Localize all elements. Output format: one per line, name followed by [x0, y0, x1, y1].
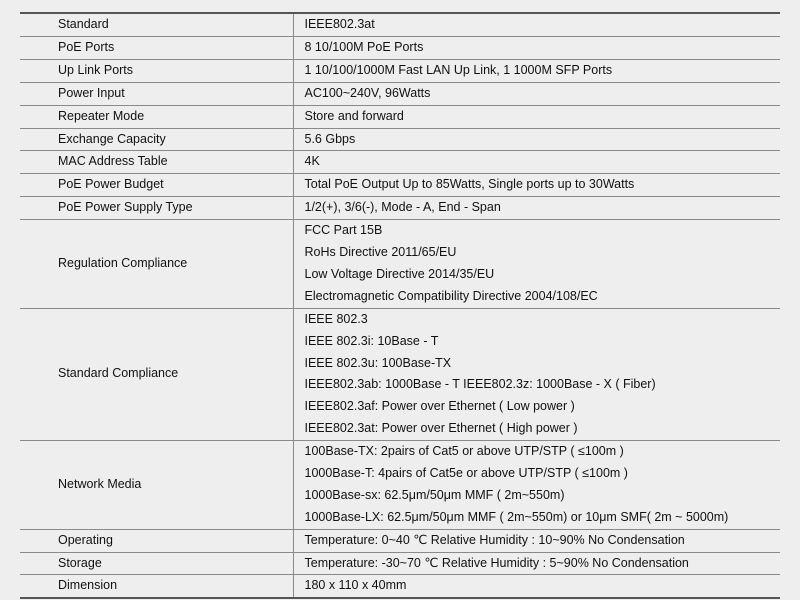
spec-value-line: 8 10/100M PoE Ports: [304, 39, 424, 54]
spec-row: [20, 14, 780, 36]
spec-label: Storage: [20, 552, 293, 575]
spec-value-line: IEEE802.3at: Power over Ethernet ( High power ): [304, 421, 578, 436]
spec-table-body: [20, 14, 780, 597]
spec-row: [20, 151, 780, 174]
spec-value-line: IEEE802.3ab: 1000Base - T IEEE802.3z: 1000Base - X ( Fiber): [304, 377, 656, 392]
spec-value-line: Electromagnetic Compatibility Directive 2004/108/EC: [304, 288, 598, 303]
spec-label: Dimension: [20, 575, 293, 597]
spec-label: Regulation Compliance: [20, 220, 293, 309]
spec-label: PoE Power Budget: [20, 174, 293, 197]
spec-value-line: Temperature: -30~70 ℃ Relative Humidity : 5~90% No Condensation: [304, 555, 689, 570]
spec-label: MAC Address Table: [20, 151, 293, 174]
spec-value-line: 1000Base-T: 4pairs of Cat5e or above UTP/STP ( ≤100m ): [304, 465, 628, 480]
spec-row: [20, 575, 780, 597]
spec-value: [293, 14, 780, 36]
spec-row: [20, 59, 780, 82]
spec-value: [293, 220, 780, 309]
spec-sheet: [20, 12, 780, 599]
spec-value-line: FCC Part 15B: [304, 223, 383, 238]
spec-value: [293, 82, 780, 105]
spec-value: [293, 151, 780, 174]
spec-value-line: 1 10/100/1000M Fast LAN Up Link, 1 1000M SFP Ports: [304, 62, 613, 77]
spec-table: [20, 14, 780, 597]
spec-value-line: IEEE802.3af: Power over Ethernet ( Low power ): [304, 399, 575, 414]
spec-label: PoE Ports: [20, 36, 293, 59]
spec-label: Standard Compliance: [20, 308, 293, 440]
spec-row: [20, 36, 780, 59]
spec-label: PoE Power Supply Type: [20, 197, 293, 220]
spec-label: Network Media: [20, 441, 293, 530]
spec-row: [20, 128, 780, 151]
spec-value-line: 180 x 110 x 40mm: [304, 578, 407, 593]
spec-value: [293, 105, 780, 128]
spec-value-line: IEEE802.3at: [304, 17, 375, 31]
spec-row: [20, 105, 780, 128]
spec-row: [20, 174, 780, 197]
spec-value: [293, 197, 780, 220]
spec-label: Up Link Ports: [20, 59, 293, 82]
spec-value-line: Store and forward: [304, 108, 404, 123]
spec-label: Exchange Capacity: [20, 128, 293, 151]
spec-value-line: Temperature: 0~40 ℃ Relative Humidity : 10~90% No Condensation: [304, 532, 685, 547]
spec-value-line: IEEE 802.3i: 10Base - T: [304, 333, 439, 348]
spec-value: [293, 308, 780, 440]
spec-value-line: Low Voltage Directive 2014/35/EU: [304, 266, 495, 281]
spec-value-line: 4K: [304, 154, 320, 169]
spec-value: [293, 552, 780, 575]
spec-label: Standard: [20, 14, 293, 36]
spec-value-line: 100Base-TX: 2pairs of Cat5 or above UTP/STP ( ≤100m ): [304, 444, 624, 459]
spec-row: [20, 197, 780, 220]
spec-value-line: 1000Base-LX: 62.5μm/50μm MMF ( 2m~550m) or 10μm SMF( 2m ~ 5000m): [304, 509, 729, 524]
spec-row: [20, 82, 780, 105]
spec-value: [293, 174, 780, 197]
spec-value: [293, 128, 780, 151]
spec-label: Repeater Mode: [20, 105, 293, 128]
spec-row: [20, 308, 780, 440]
spec-row: [20, 529, 780, 552]
spec-value-line: Total PoE Output Up to 85Watts, Single ports up to 30Watts: [304, 177, 635, 192]
spec-row: [20, 441, 780, 530]
spec-label: Operating: [20, 529, 293, 552]
spec-value-line: RoHs Directive 2011/65/EU: [304, 245, 457, 260]
spec-label: Power Input: [20, 82, 293, 105]
spec-row: [20, 220, 780, 309]
spec-value: [293, 575, 780, 597]
spec-value: [293, 529, 780, 552]
spec-value-line: IEEE 802.3: [304, 311, 368, 326]
spec-row: [20, 552, 780, 575]
spec-value-line: AC100~240V, 96Watts: [304, 85, 431, 100]
spec-value: [293, 36, 780, 59]
spec-value-line: 1/2(+), 3/6(-), Mode - A, End - Span: [304, 200, 501, 215]
spec-value: [293, 441, 780, 530]
spec-value-line: IEEE 802.3u: 100Base-TX: [304, 355, 452, 370]
spec-value: [293, 59, 780, 82]
spec-value-line: 1000Base-sx: 62.5μm/50μm MMF ( 2m~550m): [304, 487, 565, 502]
spec-value-line: 5.6 Gbps: [304, 131, 356, 146]
